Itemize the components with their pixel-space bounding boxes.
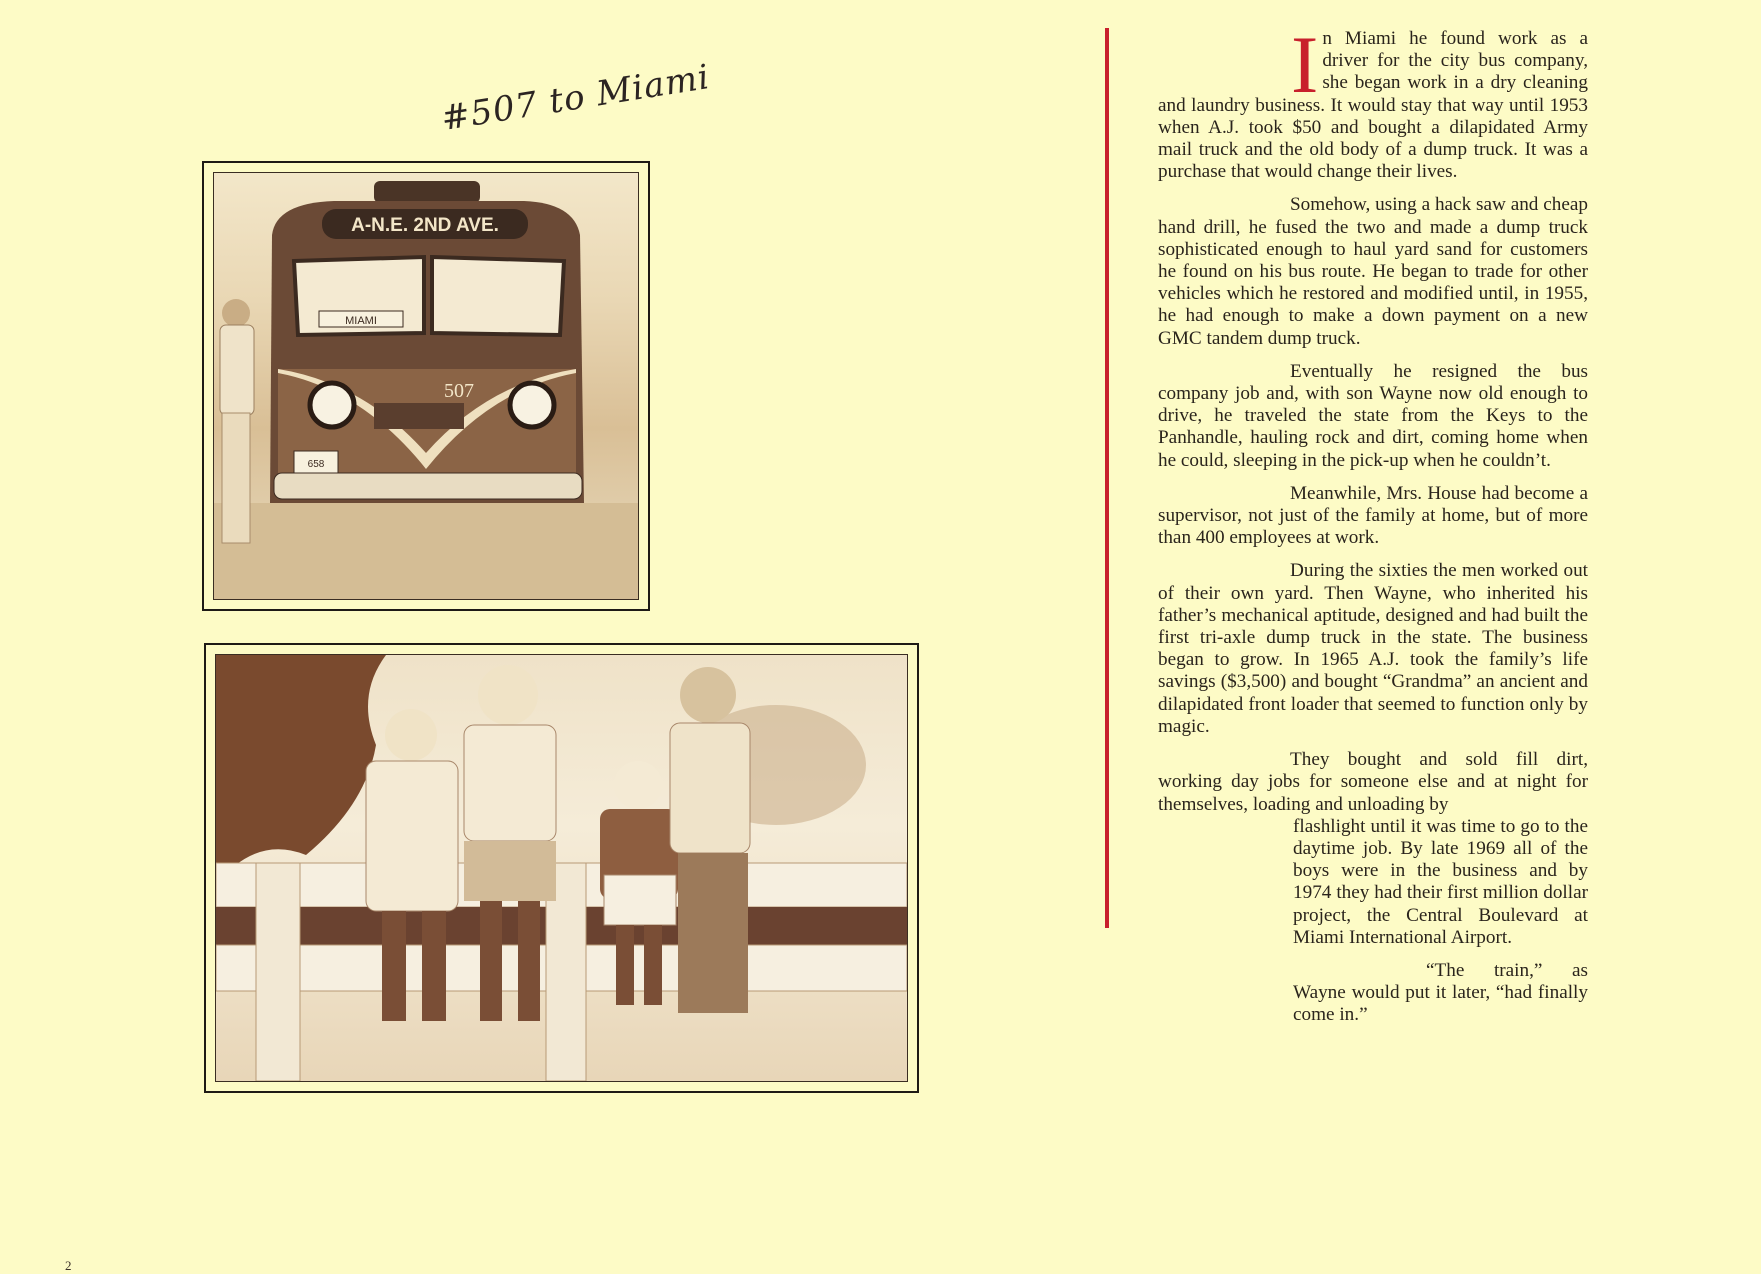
miami-placard: MIAMI [345,315,377,327]
destination-sign: A-N.E. 2ND AVE. [351,215,499,236]
bus-illustration [214,173,638,599]
paragraph-5: During the sixties the men worked out of their own yard. Then Wayne, who inherited his father’s mechanical aptitude, designed and had built the first tri-axle dump truck in the state. The business began to grow. In 1965 A.J. took the family’s life savings ($3,500) and bought “Grandma” an ancient and dilapidated front loader that seemed to function only by magic. [1158,560,1588,737]
children-photo [204,643,919,1093]
paragraph-6a: They bought and sold fill dirt, working day jobs for someone else and at night for themselves, loading and unloading by [1158,749,1588,815]
man-figure [220,299,254,543]
paragraph-4: Meanwhile, Mrs. House had become a supervisor, not just of the family at home, but of more than 400 employees at work. [1158,482,1588,549]
drop-cap: I [1291,19,1319,110]
bus-photo-image [213,172,639,600]
paragraph-3: Eventually he resigned the bus company job and, with son Wayne now old enough to drive, he traveled the state from the Keys to the Panhandle, hauling rock and dirt, coming home when he could, sleeping in the pick-up when he couldn’t. [1158,360,1588,471]
children-photo-image [215,654,908,1082]
paragraph-2: Somehow, using a hack saw and cheap hand drill, he fused the two and made a dump truck sophisticated enough to haul yard sand for customers he found on his bus route. He began to trade for other vehicles which he restored and modified until, in 1955, he had enough to make a down payment on a new GMC tandem dump truck. [1158,194,1588,349]
paragraph-6b: flashlight until it was time to go to the daytime job. By late 1969 all of the boys were in the business and by 1974 they had their first million dollar project, the Central Boulevard at Miami International Airport. [1293,815,1588,948]
red-vertical-rule [1105,28,1109,928]
license-plate: 658 [307,459,325,470]
paragraph-1-text: n Miami he found work as a driver for the city bus company, she began work in a dry cleaning and laundry business. It would stay that way until 1953 when A.J. took $50 and bought a dilapidated Army mail truck and the old body of a dump truck. It was a purchase that would change their lives. [1158,28,1588,183]
article-body [1158,19,1588,1038]
children-illustration [216,655,907,1081]
bus-number: 507 [444,380,474,402]
bus-photo [202,161,650,611]
handwritten-caption: #507 to Miami [438,57,713,139]
paragraph-7: “The train,” as Wayne would put it later, “had finally come in.” [1293,959,1588,1026]
page-number: 2 [65,1258,72,1273]
paragraph-1 [1158,19,1588,183]
